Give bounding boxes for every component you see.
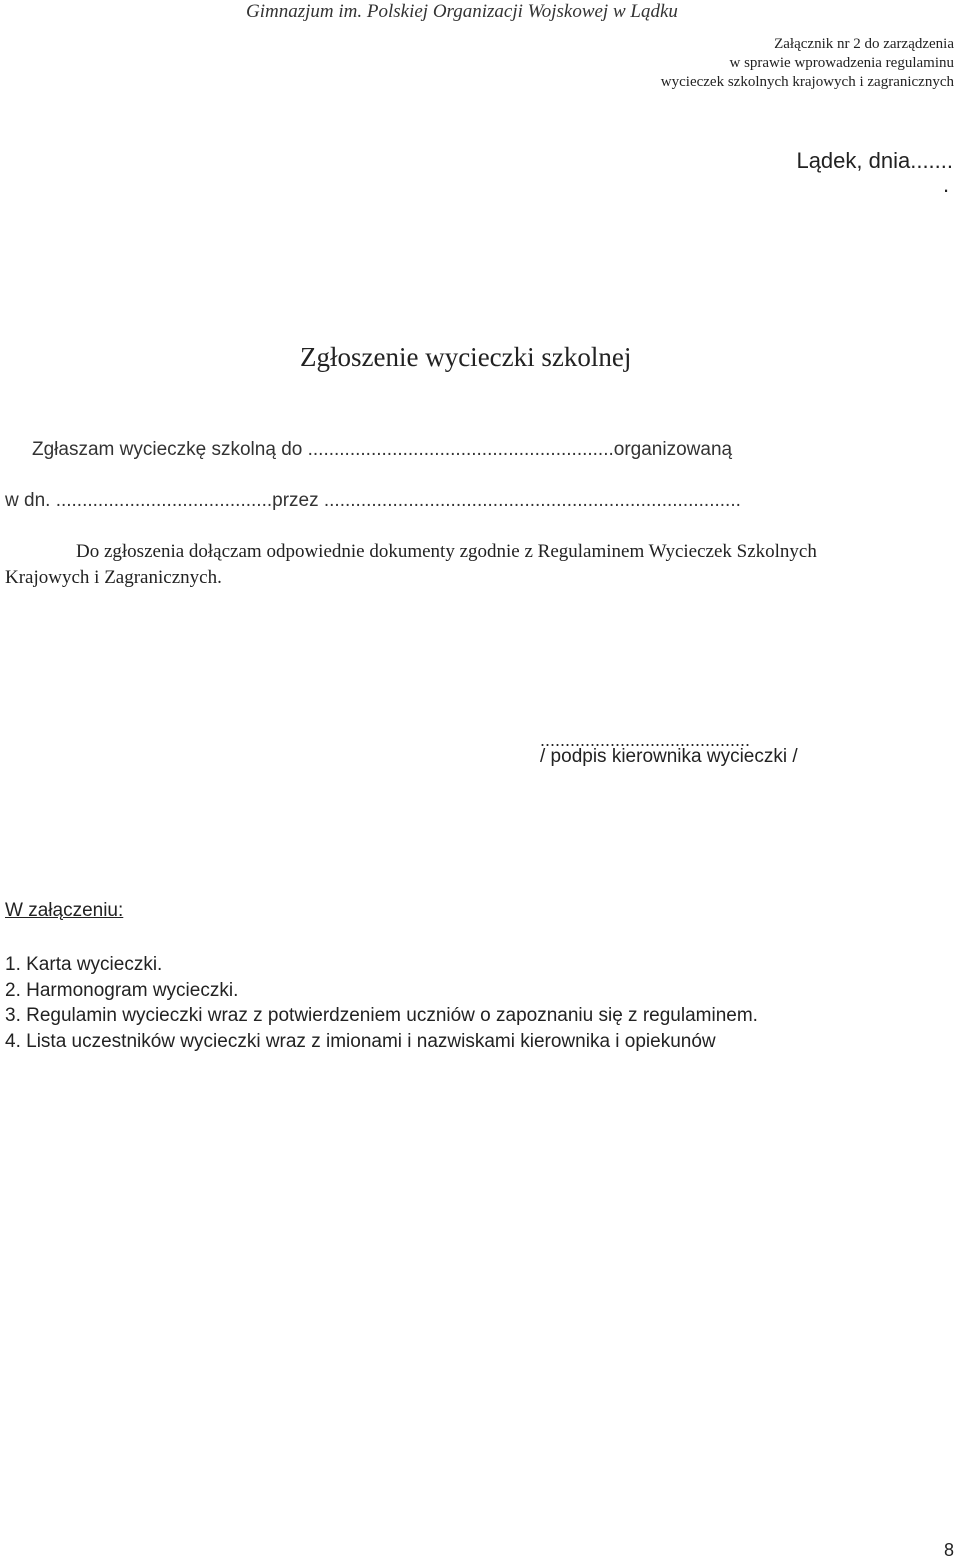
annex-line-3: wycieczek szkolnych krajowych i zagranicznych	[660, 74, 954, 90]
signature-line: ..........................................	[540, 730, 751, 750]
annex-line-1: Załącznik nr 2 do zarządzenia	[774, 36, 954, 52]
annex-line-2: w sprawie wprowadzenia regulaminu	[729, 55, 954, 71]
trip-destination-line: Zgłaszam wycieczkę szkolną do ..........................................................organizowaną	[32, 439, 733, 460]
signature-label: / podpis kierownika wycieczki /	[540, 746, 798, 767]
place-date: Lądek, dnia.......	[796, 148, 953, 173]
page-number: 8	[944, 1540, 955, 1560]
attachments-heading: W załączeniu:	[5, 900, 124, 921]
trip-date-organizer-line: w dn. .........................................przez ...............................................................................	[5, 490, 741, 511]
attachment-item: 4. Lista uczestników wycieczki wraz z imionami i nazwiskami kierownika i opiekunów	[5, 1030, 716, 1052]
documents-paragraph-line-2: Krajowych i Zagranicznych.	[5, 567, 222, 588]
documents-paragraph-line-1: Do zgłoszenia dołączam odpowiednie dokumenty zgodnie z Regulaminem Wycieczek Szkolnych	[76, 541, 817, 562]
attachments-list	[5, 952, 758, 1054]
school-header: Gimnazjum im. Polskiej Organizacji Wojskowej w Lądku	[246, 1, 678, 22]
page-title: Zgłoszenie wycieczki szkolnej	[300, 342, 632, 372]
place-date-trailing-dot: .	[943, 172, 950, 197]
attachment-item: 2. Harmonogram wycieczki.	[5, 979, 239, 1001]
attachment-item: 1. Karta wycieczki.	[5, 954, 163, 975]
attachment-item: 3. Regulamin wycieczki wraz z potwierdzeniem uczniów o zapoznaniu się z regulaminem.	[5, 1005, 758, 1026]
